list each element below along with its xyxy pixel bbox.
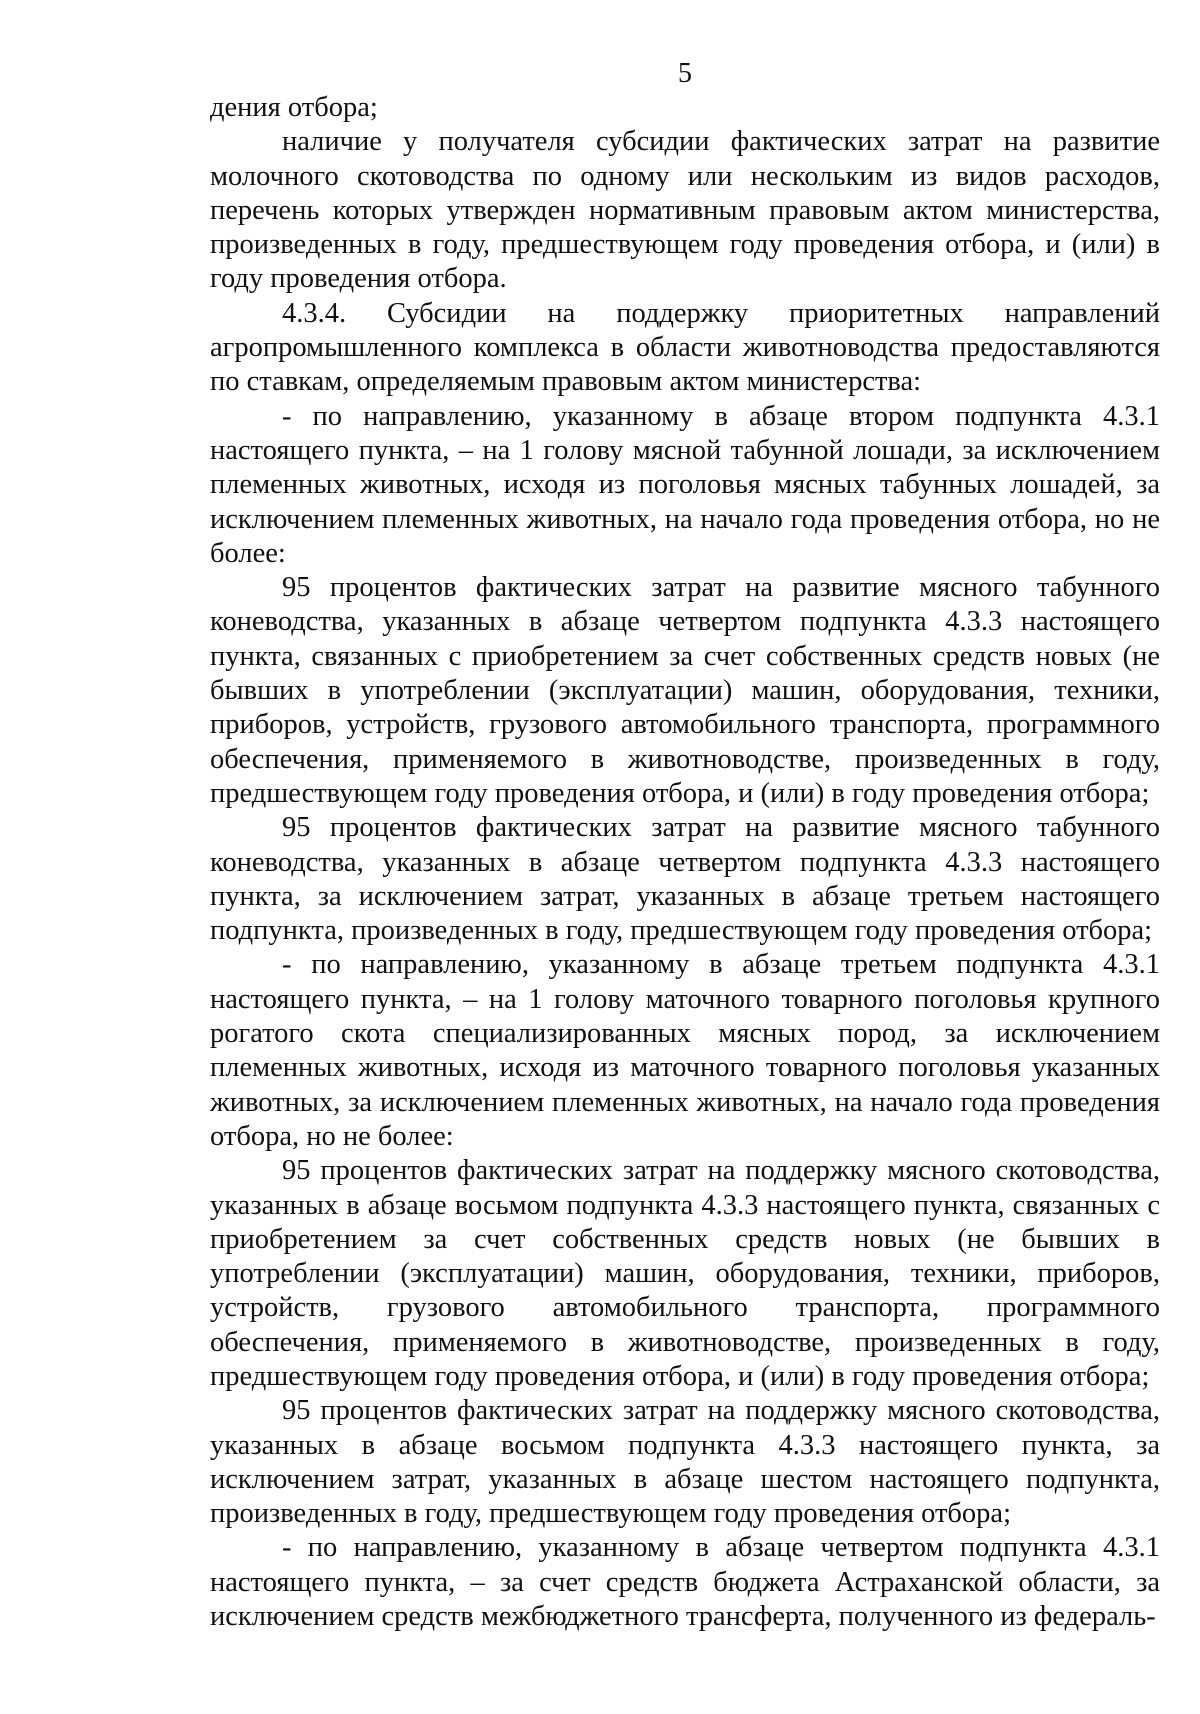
paragraph-cattle-other: 95 процентов фактических затрат на поддержку мясного скотоводства, указанных в абзаце восьмом подпункта 4.3.3 настоящего пункта, за исключением затрат, указанных в абзаце шестом настоящего подпункта, произведенных в году, предшествующем году проведения отбора; bbox=[210, 1395, 1160, 1530]
paragraph-4-3-4: 4.3.4. Субсидии на поддержку приоритетных направлений агропромышленного комплекса в области животноводства предоставляются по ставкам, определяемым правовым актом министерства: bbox=[210, 297, 1160, 398]
document-body bbox=[210, 91, 1160, 1634]
paragraph-dairy-costs: наличие у получателя субсидии фактических затрат на развитие молочного скотоводства по одному или нескольким из видов расходов, перечень которых утвержден нормативным правовым актом министерства, произведенных в году, предшествующем году проведения отбора, и (или) в году проведения отбора. bbox=[210, 126, 1160, 295]
paragraph-horse-direction: - по направлению, указанному в абзаце втором подпункта 4.3.1 настоящего пункта, – на 1 голову мясной табунной лошади, за исключением племенных животных, исходя из поголовья мясных табунных лошадей, за исключением племенных животных, на начало года проведения отбора, но не более: bbox=[210, 400, 1160, 569]
page-number: 5 bbox=[678, 58, 692, 89]
paragraph-horse-other: 95 процентов фактических затрат на развитие мясного табунного коневодства, указанных в абзаце четвертом подпункта 4.3.3 настоящего пункта, за исключением затрат, указанных в абзаце третьем настоящего подпункта, произведенных в году, предшествующем году проведения отбора; bbox=[210, 812, 1160, 947]
paragraph-cattle-direction: - по направлению, указанному в абзаце третьем подпункта 4.3.1 настоящего пункта, – на 1 голову маточного товарного поголовья крупного рогатого скота специализированных мясных пород, за исключением племенных животных, исходя из маточного товарного поголовья указанных животных, за исключением племенных животных, на начало года проведения отбора, но не более: bbox=[210, 949, 1160, 1152]
paragraph-regional-budget: - по направлению, указанному в абзаце четвертом подпункта 4.3.1 настоящего пункта, – за счет средств бюджета Астраханской области, за исключением средств межбюджетного трансферта, полученного из федераль- bbox=[210, 1532, 1160, 1633]
paragraph-cattle-equipment: 95 процентов фактических затрат на поддержку мясного скотоводства, указанных в абзаце восьмом подпункта 4.3.3 настоящего пункта, связанных с приобретением за счет собственных средств новых (не бывших в употреблении (эксплуатации) машин, оборудования, техники, приборов, устройств, грузового автомобильного транспорта, программного обеспечения, применяемого в животноводстве, произведенных в году, предшествующем году проведения отбора, и (или) в году проведения отбора; bbox=[210, 1155, 1160, 1392]
paragraph-horse-equipment: 95 процентов фактических затрат на развитие мясного табунного коневодства, указанных в абзаце четвертом подпункта 4.3.3 настоящего пункта, связанных с приобретением за счет собственных средств новых (не бывших в употреблении (эксплуатации) машин, оборудования, техники, приборов, устройств, грузового автомобильного транспорта, программного обеспечения, применяемого в животноводстве, произведенных в году, предшествующем году проведения отбора, и (или) в году проведения отбора; bbox=[210, 572, 1160, 809]
paragraph-continuation: дения отбора; bbox=[210, 92, 378, 123]
